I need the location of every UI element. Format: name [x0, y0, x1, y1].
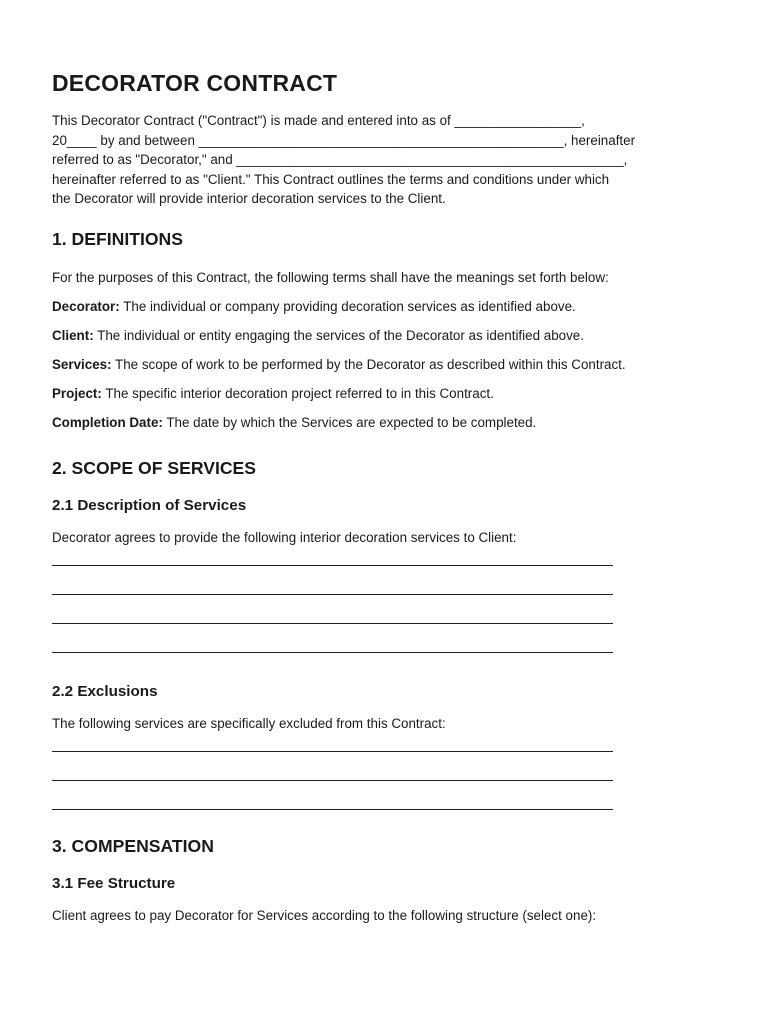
definition-item	[52, 384, 724, 403]
document-title: DECORATOR CONTRACT	[52, 70, 338, 96]
definition-item	[52, 326, 724, 345]
section-heading-compensation: 3. COMPENSATION	[52, 835, 214, 856]
blank-fill-line[interactable]	[52, 594, 613, 595]
contract-body	[52, 70, 724, 935]
intro-line: hereinafter referred to as "Client." This Contract outlines the terms and conditions under which	[52, 171, 610, 187]
definition-text: The scope of work to be performed by the Decorator as described within this Contract.	[111, 356, 626, 372]
intro-line: referred to as "Decorator," and ____________________________________________________,	[52, 152, 628, 167]
definition-term: Project:	[52, 385, 102, 401]
definition-term: Client:	[52, 327, 94, 343]
definition-item	[52, 413, 724, 432]
definition-item	[52, 297, 724, 316]
subsection-heading-fee-structure: 3.1 Fee Structure	[52, 874, 176, 892]
section-heading-scope: 2. SCOPE OF SERVICES	[52, 457, 257, 478]
definition-text: The date by which the Services are expected to be completed.	[162, 414, 537, 430]
blank-fill-line[interactable]	[52, 751, 613, 752]
exclusions-text: The following services are specifically excluded from this Contract:	[52, 715, 446, 731]
blank-fill-line[interactable]	[52, 623, 613, 624]
definition-term: Completion Date:	[52, 414, 163, 430]
definition-text: The individual or entity engaging the services of the Decorator as identified above.	[93, 327, 584, 343]
definition-item	[52, 355, 724, 374]
blank-fill-line[interactable]	[52, 780, 613, 781]
definition-term: Services:	[52, 356, 112, 372]
definition-term: Decorator:	[52, 298, 120, 314]
fee-structure-text: Client agrees to pay Decorator for Services according to the following structure (select one):	[52, 907, 597, 923]
intro-paragraph	[52, 111, 724, 209]
description-blank-lines	[52, 557, 724, 653]
blank-fill-line[interactable]	[52, 565, 613, 566]
definitions-lead: For the purposes of this Contract, the following terms shall have the meanings set forth below:	[52, 269, 609, 285]
section-heading-definitions: 1. DEFINITIONS	[52, 228, 183, 249]
intro-line: the Decorator will provide interior decoration services to the Client.	[52, 191, 446, 206]
definition-text: The individual or company providing decoration services as identified above.	[119, 298, 576, 314]
intro-line: This Decorator Contract ("Contract") is made and entered into as of _________________,	[52, 113, 585, 128]
subsection-heading-description: 2.1 Description of Services	[52, 496, 247, 514]
blank-fill-line[interactable]	[52, 809, 613, 810]
description-text: Decorator agrees to provide the following interior decoration services to Client:	[52, 529, 517, 545]
blank-fill-line[interactable]	[52, 652, 613, 653]
intro-line: 20____ by and between _________________________________________________, hereinafter	[52, 132, 636, 148]
exclusions-blank-lines	[52, 743, 724, 810]
definition-text: The specific interior decoration project referred to in this Contract.	[101, 385, 494, 401]
subsection-heading-exclusions: 2.2 Exclusions	[52, 682, 158, 700]
